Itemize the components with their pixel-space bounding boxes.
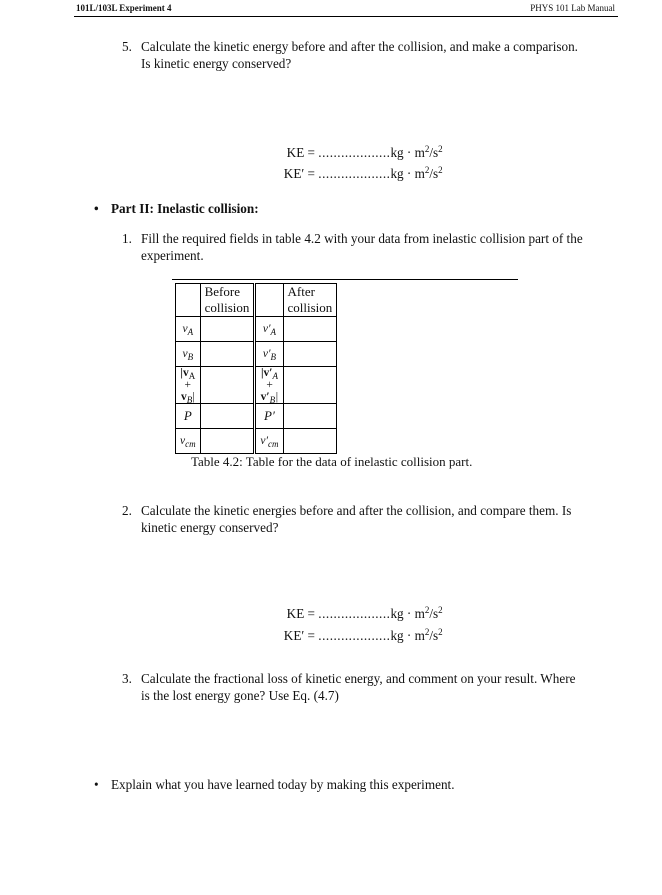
- question-1: [122, 230, 621, 264]
- question-text-line1: Fill the required fields in table 4.2 with your data from inelastic collision part of the: [141, 231, 583, 246]
- data-cell[interactable]: [200, 404, 255, 429]
- header-course: 101L/103L Experiment 4: [76, 3, 172, 13]
- question-number: 5.: [122, 39, 132, 54]
- variable-va: $v_A$: [176, 317, 201, 342]
- data-cell[interactable]: [283, 317, 337, 342]
- answer-blank[interactable]: ...................: [318, 166, 391, 181]
- final-reflection-text: Explain what you have learned today by making this experiment.: [111, 777, 455, 792]
- question-5: [122, 38, 621, 72]
- table-row: [176, 429, 337, 454]
- header-rule: [74, 16, 618, 17]
- ke-prime-label: KE′ =: [283, 166, 315, 181]
- question-number: 2.: [122, 503, 132, 518]
- question-number: 1.: [122, 231, 132, 246]
- variable-vb: $v_B$: [176, 342, 201, 367]
- variable-p-prime: P′: [255, 404, 283, 429]
- answer-blank[interactable]: ...................: [318, 145, 391, 160]
- table-caption: Table 4.2: Table for the data of inelastic collision part.: [191, 454, 473, 469]
- question-text-line1: Calculate the fractional loss of kinetic energy, and comment on your result. Where: [141, 671, 576, 686]
- variable-vector-sum-prime: $|v'_A + v'_B|$: [255, 367, 283, 404]
- bullet: •: [94, 777, 99, 792]
- table-row: [176, 317, 337, 342]
- question-text-line2: is the lost energy gone? Use Eq. (4.7): [141, 688, 339, 703]
- question-text-line2: experiment.: [141, 248, 204, 263]
- question-number: 3.: [122, 671, 132, 686]
- unit: kg · $m^2/s^2$: [390, 144, 443, 160]
- ke-after-equation: [275, 627, 443, 644]
- ke-label: KE =: [286, 606, 315, 621]
- ke-prime-label: KE′ =: [283, 628, 315, 643]
- bullet: •: [94, 201, 99, 216]
- table-empty-header: [255, 284, 283, 317]
- data-cell[interactable]: [200, 317, 255, 342]
- question-3: [122, 670, 621, 704]
- table-row: [176, 367, 337, 404]
- table-corner-cell: [176, 284, 201, 317]
- before-collision-header: Before collision: [200, 284, 255, 317]
- question-text-line2: Is kinetic energy conserved?: [141, 56, 292, 71]
- question-2: [122, 502, 621, 536]
- data-cell[interactable]: [283, 404, 337, 429]
- data-cell[interactable]: [283, 429, 337, 454]
- variable-p: P: [176, 404, 201, 429]
- variable-vb-prime: $v'_B$: [255, 342, 283, 367]
- ke-before-equation: [275, 605, 443, 622]
- ke-label: KE =: [286, 145, 315, 160]
- unit: kg · $m^2/s^2$: [390, 627, 443, 643]
- question-text-line1: Calculate the kinetic energy before and after the collision, and make a comparison.: [141, 39, 578, 54]
- variable-vcm-prime: $v'_{cm}$: [255, 429, 283, 454]
- question-text-line1: Calculate the kinetic energies before and after the collision, and compare them. Is: [141, 503, 572, 518]
- part-2-heading: [94, 200, 259, 217]
- after-collision-header: After collision: [283, 284, 337, 317]
- table-row: [176, 342, 337, 367]
- data-cell[interactable]: [283, 342, 337, 367]
- unit: kg · $m^2/s^2$: [390, 605, 443, 621]
- data-cell[interactable]: [200, 367, 255, 404]
- ke-before-equation: [275, 144, 443, 161]
- ke-after-equation: [275, 165, 443, 182]
- header-manual: PHYS 101 Lab Manual: [530, 3, 615, 13]
- data-cell[interactable]: [200, 342, 255, 367]
- data-cell[interactable]: [283, 367, 337, 404]
- question-text-line2: kinetic energy conserved?: [141, 520, 279, 535]
- data-cell[interactable]: [200, 429, 255, 454]
- variable-va-prime: $v'_A$: [255, 317, 283, 342]
- table-row: [176, 404, 337, 429]
- answer-blank[interactable]: ...................: [318, 628, 391, 643]
- final-reflection: [94, 776, 455, 793]
- variable-vector-sum: $|v_A + v_B|$: [176, 367, 201, 404]
- answer-blank[interactable]: ...................: [318, 606, 391, 621]
- unit: kg · $m^2/s^2$: [390, 165, 443, 181]
- variable-vcm: $v_{cm}$: [176, 429, 201, 454]
- part-2-title: Part II: Inelastic collision:: [111, 201, 259, 216]
